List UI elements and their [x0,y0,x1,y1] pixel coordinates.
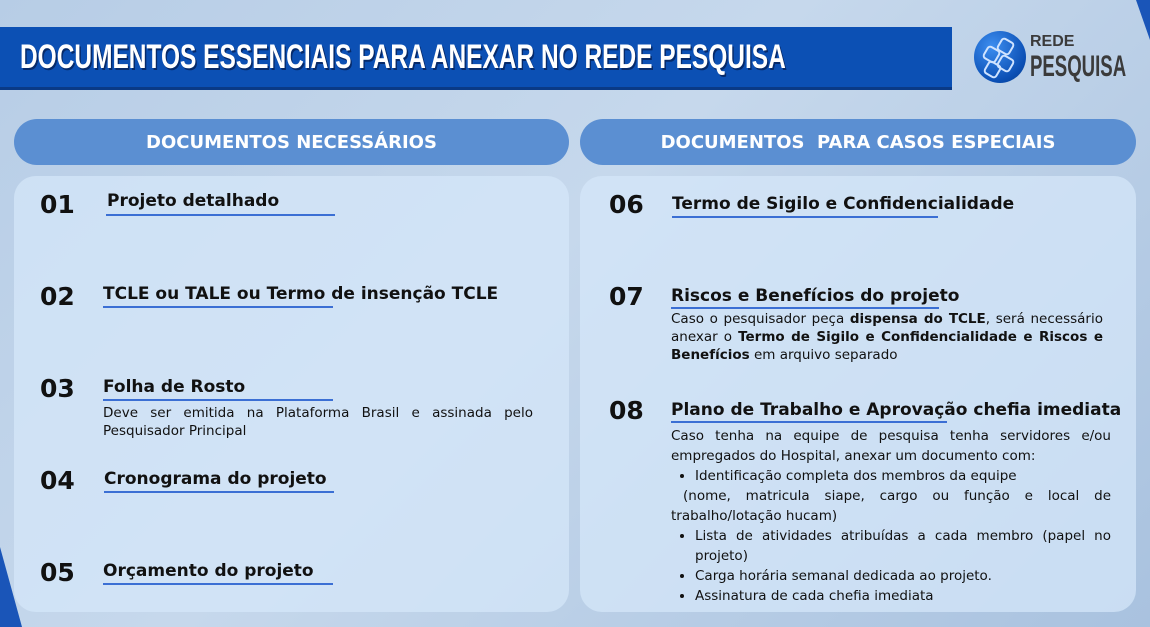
item-number: 02 [40,282,75,311]
item-number: 01 [40,190,75,219]
desc-text: Caso o pesquisador peça [671,311,850,327]
bullet-item: • Carga horária semanal dedicada ao projeto. [695,566,1111,586]
title-underline [106,214,335,216]
desc-text: , será necessário anexar o [671,311,1103,345]
item-number: 07 [609,282,644,311]
item-number: 04 [40,466,75,495]
title-underline [104,491,334,493]
desc-text: em arquivo separado [749,347,898,363]
item-title: Folha de Rosto [103,377,246,397]
bullet-item: • Identificação completa dos membros da equipe [695,466,1111,486]
title-underline [671,421,947,423]
item-title: Termo de Sigilo e Confidencialidade [672,194,1015,214]
bullet-item: • Assinatura de cada chefia imediata [695,586,1111,606]
item-number: 06 [609,190,644,219]
logo-text-pesquisa: PESQUISA [1030,50,1127,83]
desc-intro: Caso tenha na equipe de pesquisa tenha servidores e/ou empregados do Hospital, anexar um documento com: [671,428,1111,464]
title-underline [103,306,333,308]
title-underline [671,307,939,309]
logo-text-rede: REDE [1030,33,1075,50]
bullet-item: • Lista de atividades atribuídas a cada membro (papel no projeto) [695,526,1111,566]
item-title: Plano de Trabalho e Aprovação chefia imediata [671,400,1122,420]
title-underline [103,583,333,585]
desc-bold: dispensa do TCLE [849,311,986,327]
title-underline [672,216,938,218]
bullet-list [695,526,1111,606]
item-title: Orçamento do projeto [103,561,314,581]
left-section-header: DOCUMENTOS NECESSÁRIOS [14,119,569,165]
rede-pesquisa-logo [972,31,1142,87]
left-card [14,176,569,612]
right-section-header: DOCUMENTOS PARA CASOS ESPECIAIS [580,119,1136,165]
logo-hexagon-icon [974,31,1026,83]
title-banner [0,27,952,90]
item-title: Cronograma do projeto [104,469,327,489]
item-title: Projeto detalhado [107,191,280,211]
item-description [671,310,1103,364]
item-number: 05 [40,558,75,587]
page-title: DOCUMENTOS ESSENCIAIS PARA ANEXAR NO REDE PESQUISA [20,38,786,76]
item-description: Deve ser emitida na Plataforma Brasil e assinada pelo Pesquisador Principal [103,405,533,439]
item-description [671,426,1111,606]
title-underline [103,399,333,401]
bullet-continuation: (nome, matricula siape, cargo ou função e local de trabalho/lotação hucam) [671,488,1111,524]
desc-bold: Termo de Sigilo e Confidencialidade e Riscos e Benefícios [671,329,1103,363]
item-number: 03 [40,374,75,403]
item-number: 08 [609,396,644,425]
bullet-list [695,466,1111,486]
item-title: Riscos e Benefícios do projeto [671,286,960,306]
item-title: TCLE ou TALE ou Termo de insenção TCLE [103,284,499,304]
